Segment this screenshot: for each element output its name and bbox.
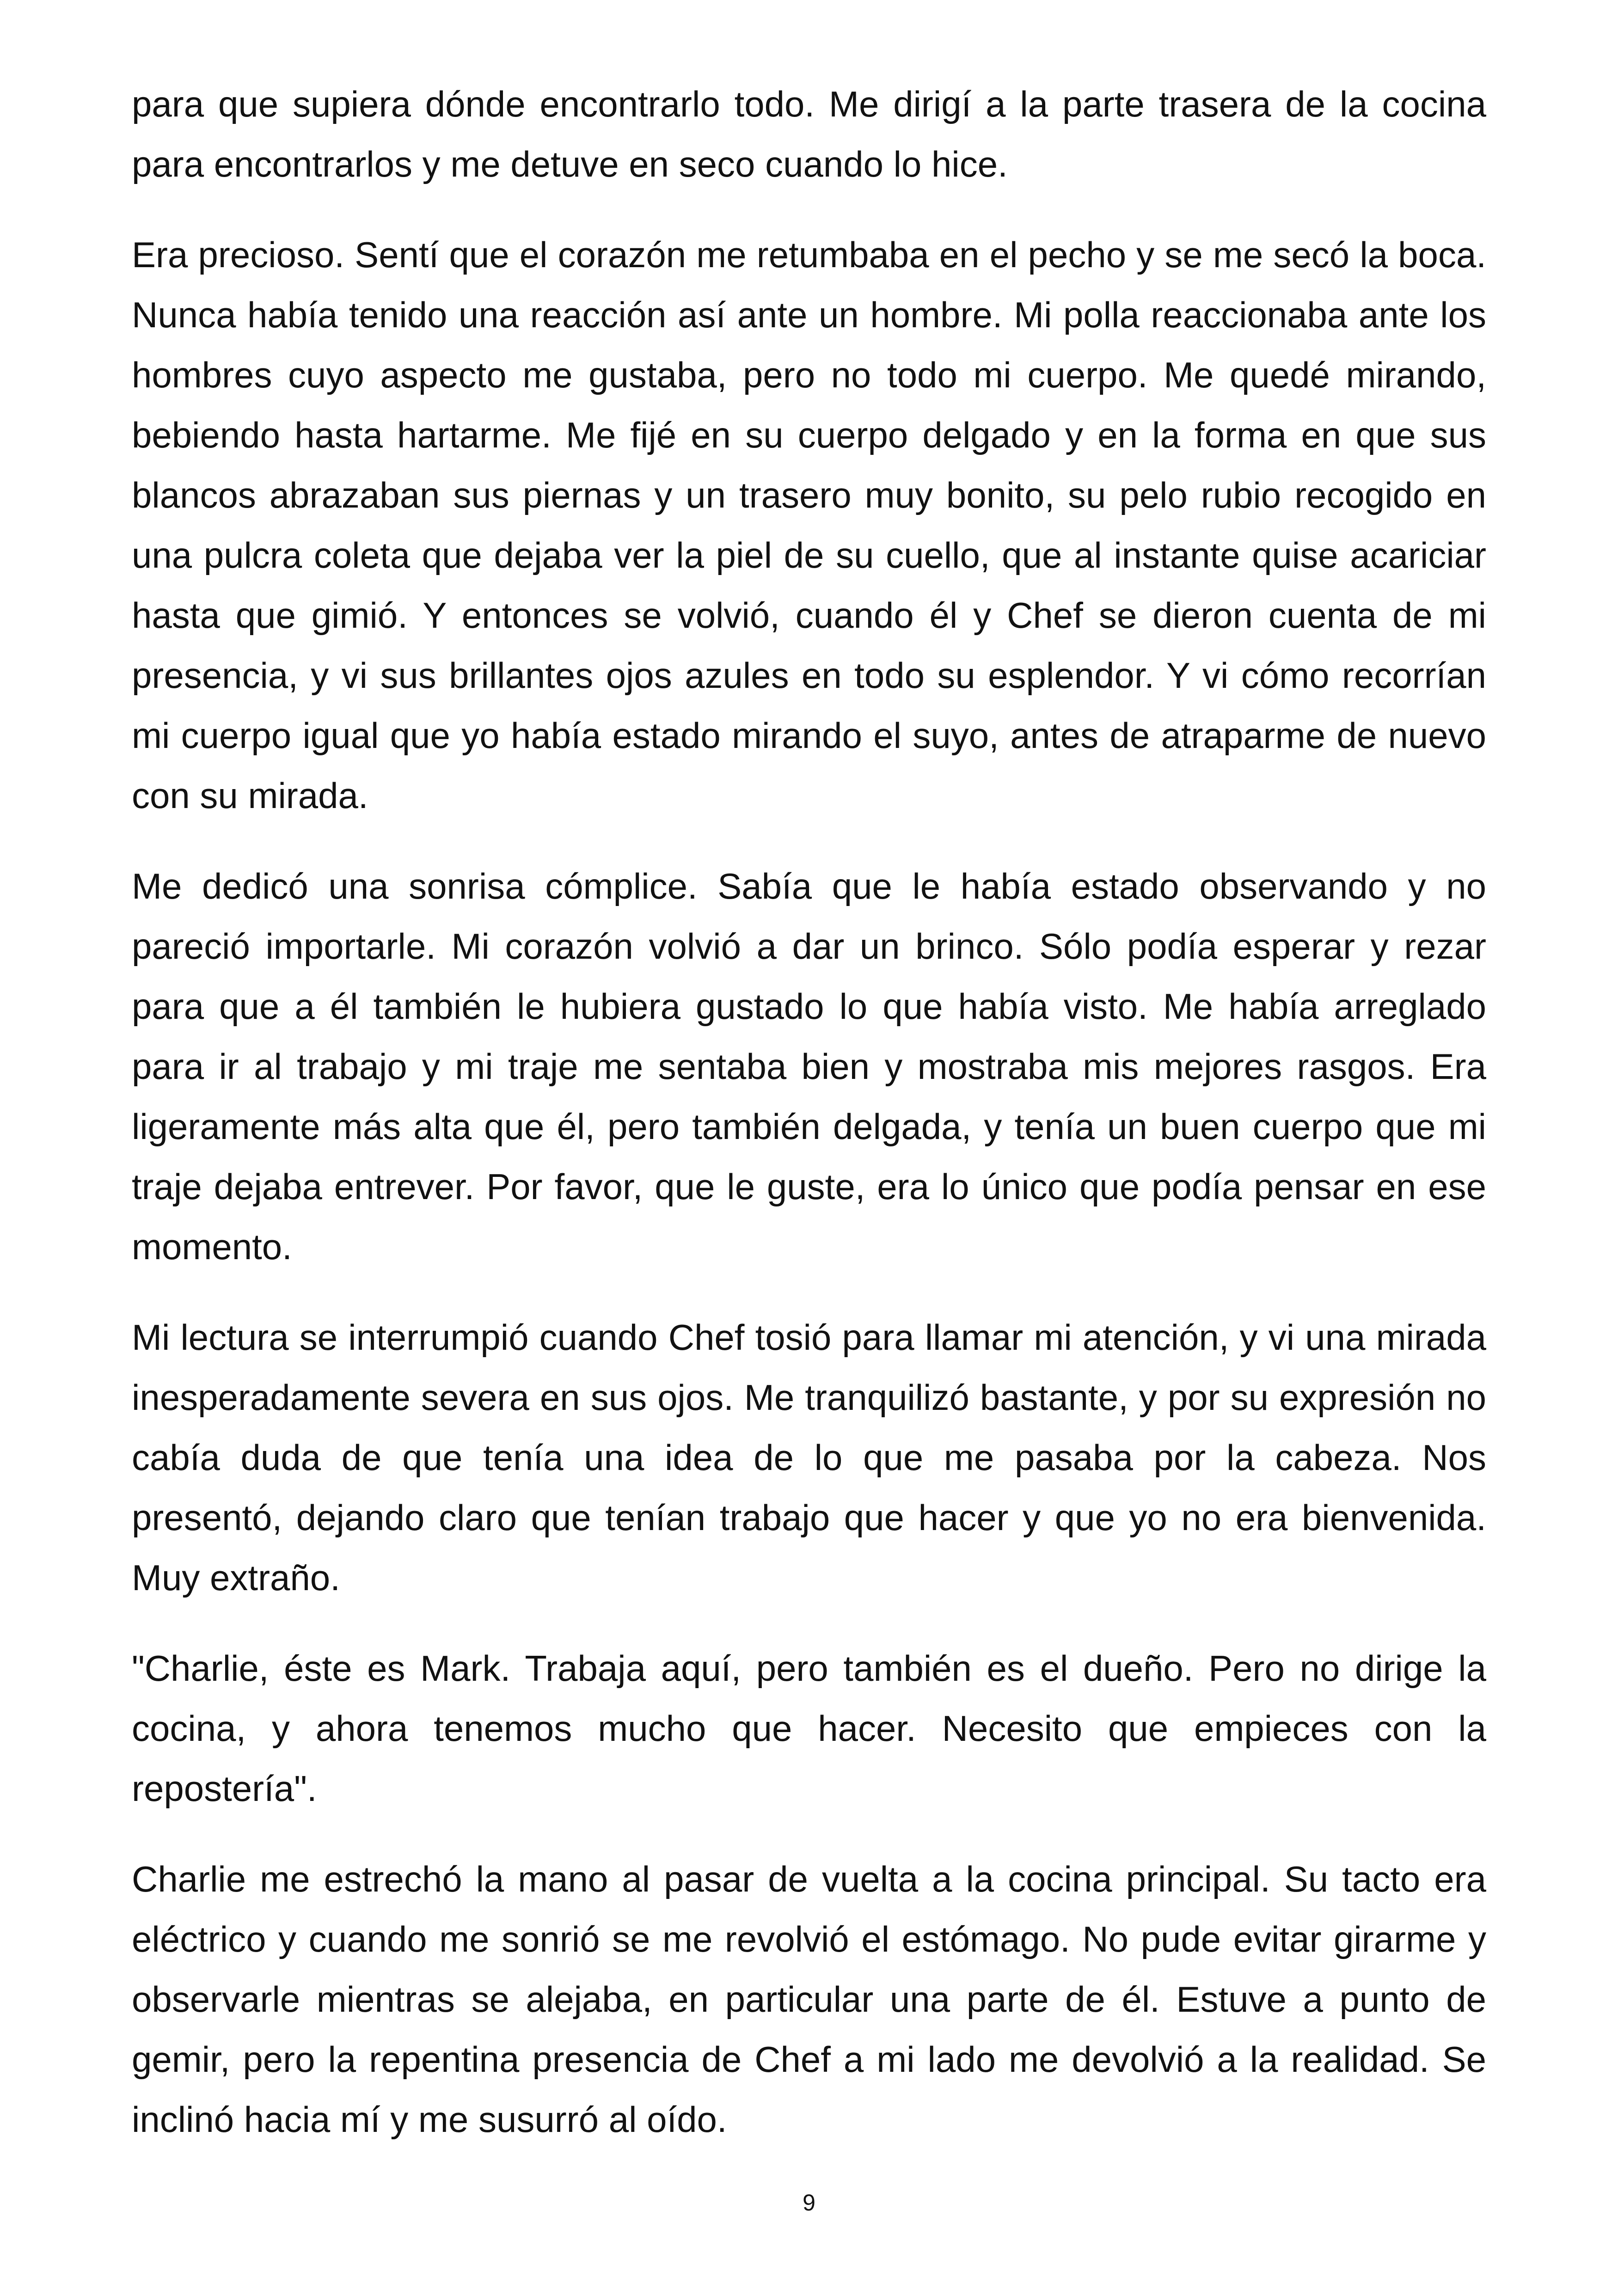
paragraph-5: "Charlie, éste es Mark. Trabaja aquí, pero también es el dueño. Pero no dirige la cocina, y ahora tenemos mucho que hacer. Necesito que empieces con la repostería".: [132, 1648, 1486, 1809]
body-text: [132, 74, 1486, 2180]
paragraph-3: Me dedicó una sonrisa cómplice. Sabía que le había estado observando y no pareció importarle. Mi corazón volvió a dar un brinco. Sólo podía esperar y rezar para que a él también le hubiera gustado lo que había visto. Me había arreglado para ir al trabajo y mi traje me sentaba bien y mostraba mis mejores rasgos. Era ligeramente más alta que él, pero también delgada, y tenía un buen cuerpo que mi traje dejaba entrever. Por favor, que le guste, era lo único que podía pensar en ese momento.: [132, 866, 1486, 1267]
paragraph-1: para que supiera dónde encontrarlo todo. Me dirigí a la parte trasera de la cocina para encontrarlos y me detuve en seco cuando lo hice.: [132, 84, 1486, 184]
page-number: 9: [803, 2190, 815, 2216]
paragraph-2: Era precioso. Sentí que el corazón me retumbaba en el pecho y se me secó la boca. Nunca había tenido una reacción así ante un hombre. Mi polla reaccionaba ante los hombres cuyo aspecto me gustaba, pero no todo mi cuerpo. Me quedé mirando, bebiendo hasta hartarme. Me fijé en su cuerpo delgado y en la forma en que sus blancos abrazaban sus piernas y un trasero muy bonito, su pelo rubio recogido en una pulcra coleta que dejaba ver la piel de su cuello, que al instante quise acariciar hasta que gimió. Y entonces se volvió, cuando él y Chef se dieron cuenta de mi presencia, y vi sus brillantes ojos azules en todo su esplendor. Y vi cómo recorrían mi cuerpo igual que yo había estado mirando el suyo, antes de atraparme de nuevo con su mirada.: [132, 234, 1486, 816]
paragraph-4: Mi lectura se interrumpió cuando Chef tosió para llamar mi atención, y vi una mirada inesperadamente severa en sus ojos. Me tranquilizó bastante, y por su expresión no cabía duda de que tenía una idea de lo que me pasaba por la cabeza. Nos presentó, dejando claro que tenían trabajo que hacer y que yo no era bienvenida. Muy extraño.: [132, 1317, 1486, 1598]
paragraph-6: Charlie me estrechó la mano al pasar de vuelta a la cocina principal. Su tacto era eléctrico y cuando me sonrió se me revolvió el estómago. No pude evitar girarme y observarle mientras se alejaba, en particular una parte de él. Estuve a punto de gemir, pero la repentina presencia de Chef a mi lado me devolvió a la realidad. Se inclinó hacia mí y me susurró al oído.: [132, 1859, 1486, 2140]
